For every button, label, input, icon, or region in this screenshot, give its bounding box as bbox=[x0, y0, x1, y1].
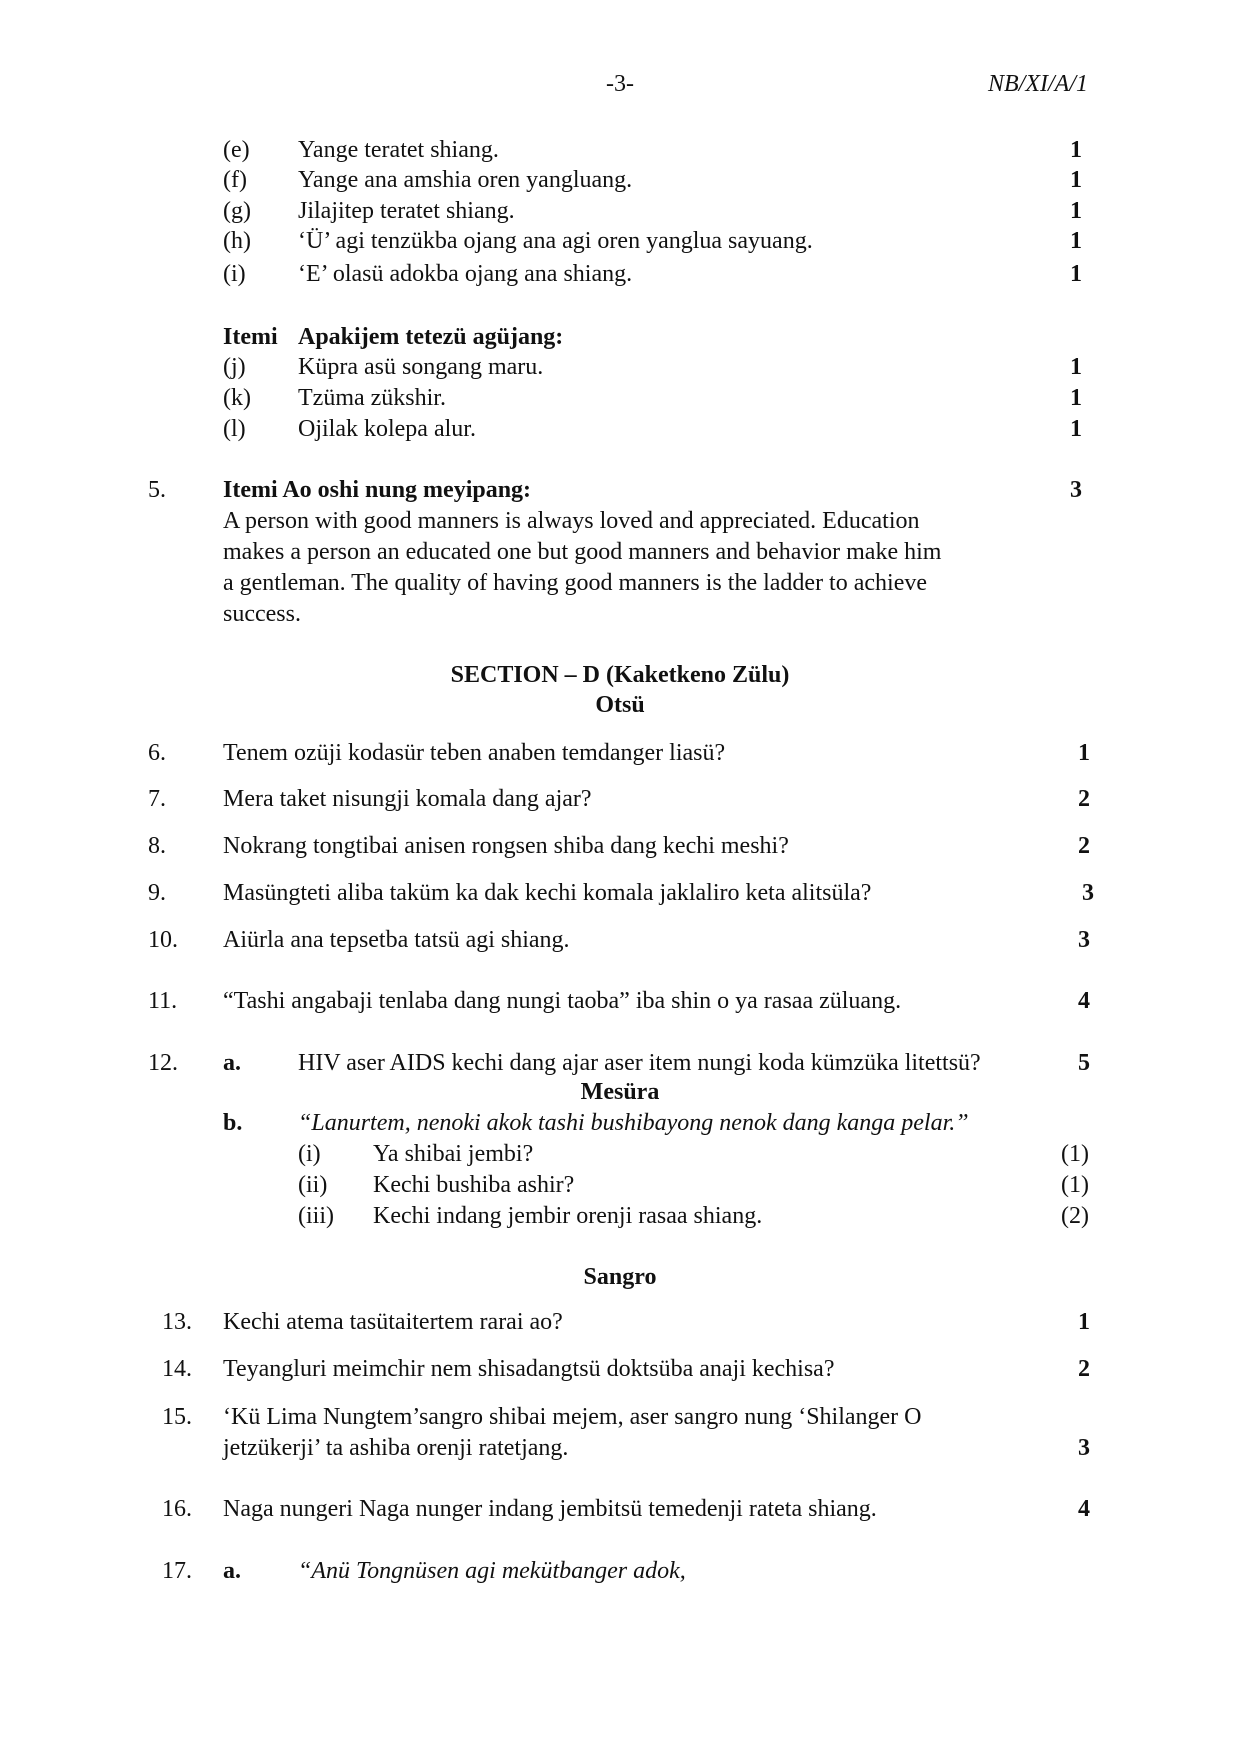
question-text-line: jetzükerji’ ta ashiba orenji ratetjang. bbox=[223, 1435, 569, 1461]
part-label: b. bbox=[223, 1110, 243, 1136]
item-label: (i) bbox=[223, 261, 246, 287]
passage-line: success. bbox=[223, 601, 301, 627]
part-label: a. bbox=[223, 1050, 241, 1076]
question-marks: 3 bbox=[1078, 927, 1090, 953]
item-text: Jilajitep teratet shiang. bbox=[298, 198, 515, 224]
question-heading: Itemi Ao oshi nung meyipang: bbox=[223, 477, 532, 503]
sub-text: Kechi indang jembir orenji rasaa shiang. bbox=[373, 1203, 763, 1229]
question-text: Mera taket nisungji komala dang ajar? bbox=[223, 786, 592, 812]
item-label: (e) bbox=[223, 137, 250, 163]
question-text: Naga nungeri Naga nunger indang jembitsü temedenji rateta shiang. bbox=[223, 1496, 877, 1522]
item-marks: 1 bbox=[1070, 385, 1082, 411]
question-marks: 4 bbox=[1078, 1496, 1090, 1522]
question-marks: 5 bbox=[1078, 1050, 1090, 1076]
item-label: (k) bbox=[223, 385, 251, 411]
document-code: NB/XI/A/1 bbox=[988, 71, 1088, 97]
item-marks: 1 bbox=[1070, 261, 1082, 287]
question-marks: 4 bbox=[1078, 988, 1090, 1014]
item-text: Ojilak kolepa alur. bbox=[298, 416, 476, 442]
question-number: 6. bbox=[148, 740, 166, 766]
item-text: Yange ana amshia oren yangluang. bbox=[298, 167, 633, 193]
question-marks: 3 bbox=[1078, 1435, 1090, 1461]
question-marks: 1 bbox=[1078, 740, 1090, 766]
item-label: (j) bbox=[223, 354, 246, 380]
passage-line: makes a person an educated one but good manners and behavior make him bbox=[223, 539, 942, 565]
item-label: (g) bbox=[223, 198, 251, 224]
item-marks: 1 bbox=[1070, 228, 1082, 254]
part-label: a. bbox=[223, 1558, 241, 1584]
question-marks: 3 bbox=[1082, 880, 1094, 906]
question-number: 13. bbox=[162, 1309, 192, 1335]
question-number: 7. bbox=[148, 786, 166, 812]
question-number: 12. bbox=[148, 1050, 178, 1076]
question-number: 10. bbox=[148, 927, 178, 953]
item-text: Yange teratet shiang. bbox=[298, 137, 499, 163]
question-marks: 2 bbox=[1078, 833, 1090, 859]
question-text-line: ‘Kü Lima Nungtem’sangro shibai mejem, aser sangro nung ‘Shilanger O bbox=[223, 1404, 922, 1430]
sub-label: (i) bbox=[298, 1141, 321, 1167]
question-text: HIV aser AIDS kechi dang ajar aser item nungi koda kümzüka litettsü? bbox=[298, 1050, 981, 1076]
quote-text: “Lanurtem, nenoki akok tashi bushibayong nenok dang kanga pelar.” bbox=[298, 1110, 969, 1136]
sangro-heading: Sangro bbox=[583, 1264, 657, 1290]
question-text: Masüngteti aliba taküm ka dak kechi komala jaklaliro keta alitsüla? bbox=[223, 880, 872, 906]
question-number: 16. bbox=[162, 1496, 192, 1522]
question-text: “Tashi angabaji tenlaba dang nungi taoba” iba shin o ya rasaa züluang. bbox=[223, 988, 902, 1014]
sub-marks: (1) bbox=[1061, 1141, 1089, 1167]
sub-marks: (2) bbox=[1061, 1203, 1089, 1229]
item-label: (h) bbox=[223, 228, 251, 254]
item-text: ‘Ü’ agi tenzükba ojang ana agi oren yanglua sayuang. bbox=[298, 228, 813, 254]
passage-line: A person with good manners is always loved and appreciated. Education bbox=[223, 508, 920, 534]
apakijem-heading-prefix: Itemi bbox=[223, 324, 278, 350]
passage-line: a gentleman. The quality of having good manners is the ladder to achieve bbox=[223, 570, 928, 596]
question-number: 9. bbox=[148, 880, 166, 906]
question-text: Teyangluri meimchir nem shisadangtsü doktsüba anaji kechisa? bbox=[223, 1356, 835, 1382]
item-marks: 1 bbox=[1070, 198, 1082, 224]
item-label: (l) bbox=[223, 416, 246, 442]
question-number: 14. bbox=[162, 1356, 192, 1382]
mesura-heading: Mesüra bbox=[580, 1079, 660, 1105]
page-number: -3- bbox=[606, 71, 634, 97]
question-number: 11. bbox=[148, 988, 178, 1014]
sub-marks: (1) bbox=[1061, 1172, 1089, 1198]
item-text: ‘E’ olasü adokba ojang ana shiang. bbox=[298, 261, 633, 287]
section-title: SECTION – D (Kaketkeno Zülu) bbox=[450, 662, 790, 688]
question-marks: 2 bbox=[1078, 786, 1090, 812]
item-marks: 1 bbox=[1070, 137, 1082, 163]
item-text: Küpra asü songang maru. bbox=[298, 354, 544, 380]
item-marks: 1 bbox=[1070, 416, 1082, 442]
question-text: Kechi atema tasütaitertem rarai ao? bbox=[223, 1309, 563, 1335]
section-subtitle: Otsü bbox=[595, 692, 645, 718]
question-number: 8. bbox=[148, 833, 166, 859]
sub-text: Kechi bushiba ashir? bbox=[373, 1172, 575, 1198]
question-marks: 1 bbox=[1078, 1309, 1090, 1335]
question-number: 5. bbox=[148, 477, 166, 503]
question-text: Nokrang tongtibai anisen rongsen shiba dang kechi meshi? bbox=[223, 833, 789, 859]
apakijem-heading: Apakijem tetezü agüjang: bbox=[298, 324, 564, 350]
question-marks: 3 bbox=[1070, 477, 1082, 503]
item-marks: 1 bbox=[1070, 167, 1082, 193]
question-text: Aiürla ana tepsetba tatsü agi shiang. bbox=[223, 927, 570, 953]
quote-text: “Anü Tongnüsen agi mekütbanger adok, bbox=[298, 1558, 686, 1584]
sub-text: Ya shibai jembi? bbox=[373, 1141, 534, 1167]
question-marks: 2 bbox=[1078, 1356, 1090, 1382]
sub-label: (ii) bbox=[298, 1172, 328, 1198]
question-text: Tenem ozüji kodasür teben anaben temdanger liasü? bbox=[223, 740, 726, 766]
item-text: Tzüma zükshir. bbox=[298, 385, 446, 411]
sub-label: (iii) bbox=[298, 1203, 334, 1229]
question-number: 15. bbox=[162, 1404, 192, 1430]
item-label: (f) bbox=[223, 167, 247, 193]
question-number: 17. bbox=[162, 1558, 192, 1584]
item-marks: 1 bbox=[1070, 354, 1082, 380]
